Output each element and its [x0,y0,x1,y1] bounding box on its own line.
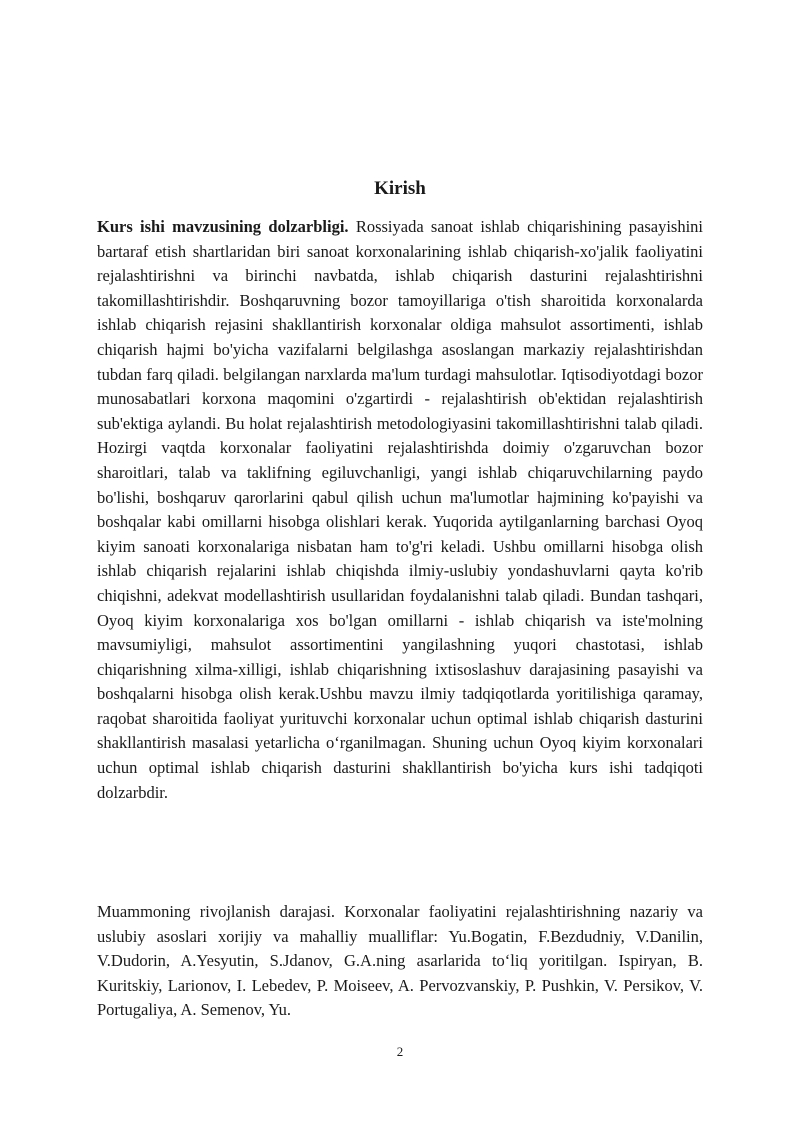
paragraph-text: Rossiyada sanoat ishlab chiqarishining pasayishini bartaraf etish shartlaridan biri sanoat korxonalarining ishlab chiqarish-xo'jalik faoliyatini rejalashtirishni va birinchi navbatda, ishlab chiqarish dasturini rejalashtirishni takomillashtirishdir. Boshqaruvning bozor tamoyillariga o'tish sharoitida korxonalarda ishlab chiqarish rejasini shakllantirish korxonalar oldiga mahsulot assortimenti, ishlab chiqarish hajmi bo'yicha vazifalarni belgilashga asoslangan markaziy rejalashtirishdan tubdan farq qiladi. belgilangan narxlarda ma'lum turdagi mahsulotlar. Iqtisodiyotdagi bozor munosabatlari korxona maqomini o'zgartirdi - rejalashtirish ob'ektidan rejalashtirish sub'ektiga aylandi. Bu holat rejalashtirish metodologiyasini takomillashtirishni talab qiladi. Hozirgi vaqtda korxonalar faoliyatini rejalashtirishda doimiy o'zgaruvchan bozor sharoitlari, talab va taklifning egiluvchanligi, yangi ishlab chiqaruvchilarning paydo bo'lishi, boshqaruv qarorlarini qabul qilish uchun ma'lumotlar hajmining ko'payishi va boshqalar kabi omillarni hisobga olishlari kerak. Yuqorida aytilganlarning barchasi Oyoq kiyim sanoati korxonalariga nisbatan ham to'g'ri keladi. Ushbu omillarni hisobga olish ishlab chiqarish rejalarini ishlab chiqishda ilmiy-uslubiy yondashuvlarni qayta ko'rib chiqishni, adekvat modellashtirish usullaridan foydalanishni talab qiladi. Bundan tashqari, Oyoq kiyim korxonalariga xos bo'lgan omillarni - ishlab chiqarish va iste'molning mavsumiyligi, mahsulot assortimentini yangilashning yuqori chastotasi, ishlab chiqarishning xilma-xilligi, ishlab chiqarishning ixtisoslashuv darajasining pasayishi va boshqalarni hisobga olish kerak.Ushbu mavzu ilmiy tadqiqotlarda yoritilishiga qaramay, raqobat sharoitida faoliyat yurituvchi korxonalar uchun optimal ishlab chiqarish dasturini shakllantirish masalasi yetarlicha o‘rganilmagan. Shuning uchun Oyoq kiyim korxonalari uchun optimal ishlab chiqarish dasturini shakllantirish bo'yicha kurs ishi tadqiqoti dolzarbdir. [97,217,703,802]
page-number: 2 [396,1044,404,1059]
paragraph-development-level [97,900,703,1023]
section-heading: Kirish [374,178,426,199]
paragraph-lead: Kurs ishi mavzusining dolzarbligi. [97,217,349,236]
paragraph-text: Muammoning rivojlanish darajasi. Korxonalar faoliyatini rejalashtirishning nazariy va uslubiy asoslari xorijiy va mahalliy mualliflar: Yu.Bogatin, F.Bezdudniy, V.Danilin, V.Dudorin, A.Yesyutin, S.Jdanov, G.A.ning asarlarida to‘liq yoritilgan. Ispiryan, B. Kuritskiy, Larionov, I. Lebedev, P. Moiseev, A. Pervozvanskiy, P. Pushkin, V. Persikov, V. Portugaliya, A. Semenov, Yu. [97,902,703,1020]
paragraph-relevance [97,215,703,805]
